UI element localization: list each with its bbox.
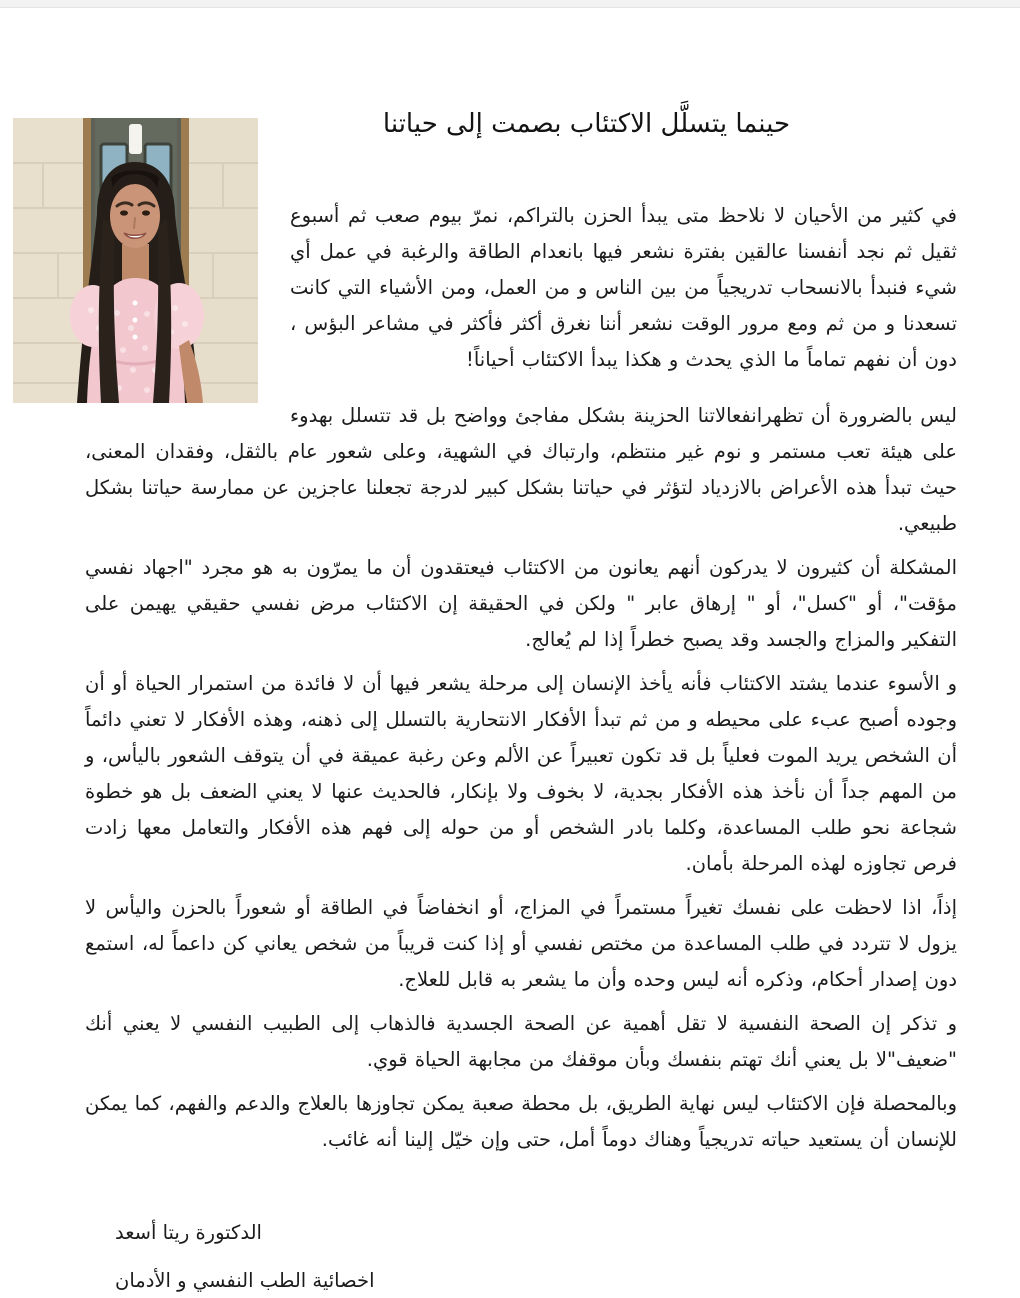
author-name: الدكتورة ريتا أسعد [115,1221,262,1244]
author-photo [13,118,258,403]
article-content [85,104,957,1298]
paragraph-5: إذاً، اذا لاحظت على نفسك تغيراً مستمراً في المزاج، أو انخفاضاً في الطاقة أو شعوراً بالحزن واليأس لا يزول لا تتردد في طلب المساعدة من مختص نفسي أو إذا كنت قريباً من شخص يعاني كن داعماً له، استمع دون إصدار أحكام، وذكره أنه ليس وحده وأن ما يشعر به قابل للعلاج. [85,896,957,991]
paragraph-2: ليس بالضرورة أن تظهرانفعالاتنا الحزينة بشكل مفاجئ وواضح بل قد تتسلل بهدوء على هيئة تعب مستمر و نوم غير منتظم، وارتباك في الشهية، وعلى شعور عام بالثقل، وفقدان المعنى، حيث تبدأ هذه الأعراض بالازدياد لتؤثر في حياتنا بشكل كبير لدرجة تجعلنا عاجزين عن ممارسة حياتنا بشكل طبيعي. [85,404,957,535]
paragraph-1: في كثير من الأحيان لا نلاحظ متى يبدأ الحزن بالتراكم، نمرّ بيوم صعب ثم أسبوع ثقيل ثم نجد أنفسنا عالقين بفترة نشعر فيها بانعدام الطاقة والرغبة في عمل أي شيء فنبدأ بالانسحاب تدريجياً من بين الناس و من العمل، ومن الأشياء التي كانت تسعدنا و من ثم ومع مرور الوقت نشعر أننا نغرق أكثر فأكثر في مشاعر البؤس ، دون أن نفهم تماماً ما الذي يحدث و هكذا يبدأ الاكتئاب أحياناً! [290,204,957,371]
article-title: حينما يتسلَّل الاكتئاب بصمت إلى حياتنا [382,109,791,139]
top-border-bar [0,0,1020,8]
paragraph-4: و الأسوء عندما يشتد الاكتئاب فأنه يأخذ الإنسان إلى مرحلة يشعر فيها أن لا فائدة من استمرار الحياة أو أن وجوده أصبح عبء على محيطه و من ثم تبدأ الأفكار الانتحارية بالتسلل إلى ذهنه، وهذه الأفكار لا تعني دائماً أن الشخص يريد الموت فعلياً بل قد تكون تعبيراً عن الألم وعن رغبة عميقة في أن يتوقف الشعور باليأس، و من المهم جداً أن نأخذ هذه الأفكار بجدية، لا بخوف ولا بإنكار، فالحديث عنها لا يعني الضعف بل هو خطوة شجاعة نحو طلب المساعدة، وكلما بادر الشخص أو من حوله إلى فهم هذه الأفكار والتعامل معها زادت فرص تجاوزه لهذه المرحلة بأمان. [85,672,957,875]
paragraph-3: المشكلة أن كثيرون لا يدركون أنهم يعانون من الاكتئاب فيعتقدون أن ما يمرّون به هو مجرد "اجهاد نفسي مؤقت"، أو "كسل"، أو " إرهاق عابر " ولكن في الحقيقة إن الاكتئاب مرض نفسي حقيقي يهيمن على التفكير والمزاج والجسد وقد يصبح خطراً إذا لم يُعالج. [85,556,957,651]
author-role: اخصائية الطب النفسي و الأدمان [115,1269,375,1292]
signature-block [85,1216,957,1298]
paragraph-6: و تذكر إن الصحة النفسية لا تقل أهمية عن الصحة الجسدية فالذهاب إلى الطبيب النفسي لا يعني أنك "ضعيف"لا بل يعني أنك تهتم بنفسك وبأن موقفك من مجابهة الحياة قوي. [85,1012,957,1071]
author-photo-illustration [13,118,258,403]
paragraph-7: وبالمحصلة فإن الاكتئاب ليس نهاية الطريق، بل محطة صعبة يمكن تجاوزها بالعلاج والدعم والفهم، كما يمكن للإنسان أن يستعيد حياته تدريجياً وهناك دوماً أمل، حتى وإن خيّل إلينا أنه غائب. [85,1092,957,1151]
